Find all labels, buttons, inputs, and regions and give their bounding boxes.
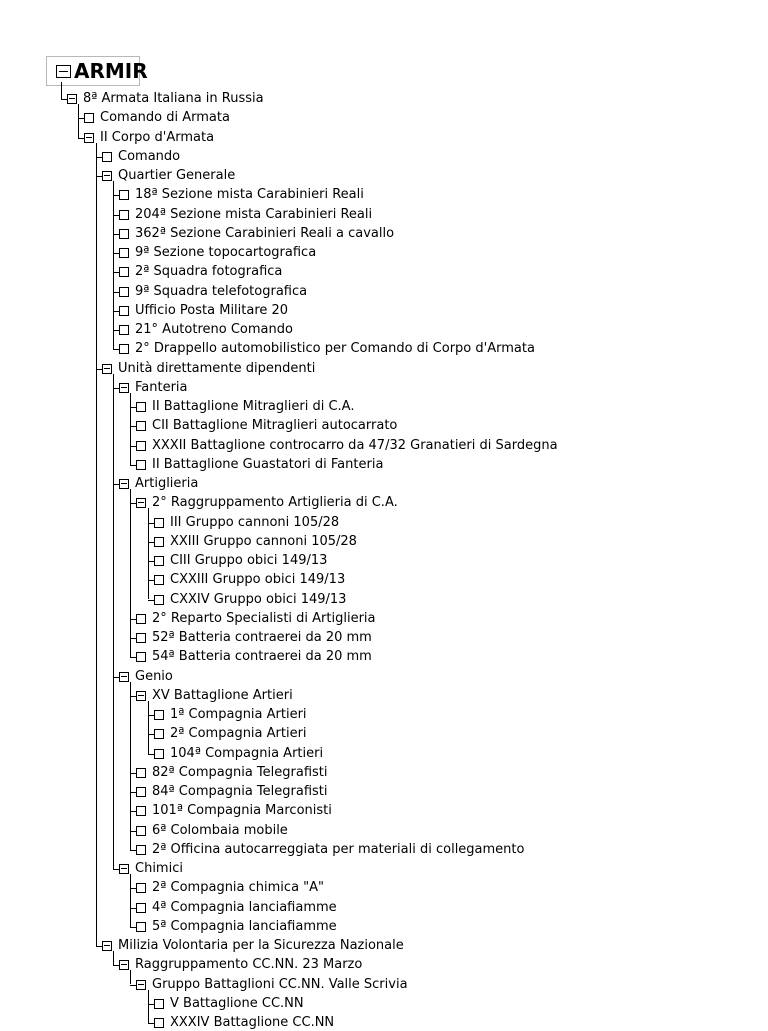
tree-connector-vertical bbox=[113, 374, 114, 870]
tree-node-label[interactable]: II Corpo d'Armata bbox=[100, 130, 215, 145]
leaf-node-box bbox=[119, 267, 129, 277]
tree-node-label[interactable]: 104ª Compagnia Artieri bbox=[170, 746, 324, 761]
tree-node-label[interactable]: 52ª Batteria contraerei da 20 mm bbox=[152, 630, 372, 645]
tree-connector-vertical bbox=[130, 874, 131, 927]
tree-node-label[interactable]: XXIII Gruppo cannoni 105/28 bbox=[170, 534, 357, 549]
tree-connector-vertical bbox=[78, 104, 79, 138]
collapse-toggle[interactable] bbox=[102, 171, 112, 181]
tree-node-label[interactable]: Raggruppamento CC.NN. 23 Marzo bbox=[135, 957, 363, 972]
leaf-node-box bbox=[136, 826, 146, 836]
tree-node-label[interactable]: Artiglieria bbox=[135, 476, 199, 491]
leaf-node-box bbox=[136, 903, 146, 913]
collapse-toggle[interactable] bbox=[119, 864, 129, 874]
leaf-node-box bbox=[119, 190, 129, 200]
tree-node-label[interactable]: 2° Drappello automobilistico per Comando di Corpo d'Armata bbox=[135, 341, 535, 356]
tree-node-label[interactable]: 2ª Squadra fotografica bbox=[135, 264, 283, 279]
leaf-node-box bbox=[84, 113, 94, 123]
tree-node-label[interactable]: 1ª Compagnia Artieri bbox=[170, 707, 307, 722]
collapse-toggle[interactable] bbox=[67, 94, 77, 104]
tree-node-label[interactable]: Comando di Armata bbox=[100, 110, 230, 125]
tree-node-label[interactable]: 5ª Compagnia lanciafiamme bbox=[152, 919, 337, 934]
collapse-toggle[interactable] bbox=[136, 980, 146, 990]
collapse-toggle[interactable] bbox=[119, 672, 129, 682]
leaf-node-box bbox=[136, 922, 146, 932]
tree-node-label[interactable]: 204ª Sezione mista Carabinieri Reali bbox=[135, 207, 373, 222]
leaf-node-box bbox=[119, 210, 129, 220]
leaf-node-box bbox=[119, 287, 129, 297]
tree-node-label[interactable]: 2ª Compagnia Artieri bbox=[170, 726, 307, 741]
leaf-node-box bbox=[154, 729, 164, 739]
tree-node-label[interactable]: Genio bbox=[135, 669, 173, 684]
tree-node-label[interactable]: 4ª Compagnia lanciafiamme bbox=[152, 900, 337, 915]
collapse-toggle[interactable] bbox=[102, 941, 112, 951]
leaf-node-box bbox=[154, 1018, 164, 1028]
tree-node-label[interactable]: 9ª Squadra telefotografica bbox=[135, 284, 308, 299]
tree-node-label[interactable]: Unità direttamente dipendenti bbox=[118, 361, 316, 376]
tree-node-label[interactable]: Milizia Volontaria per la Sicurezza Nazionale bbox=[118, 938, 404, 953]
leaf-node-box bbox=[102, 152, 112, 162]
tree-node-label[interactable]: 2ª Officina autocarreggiata per materiali di collegamento bbox=[152, 842, 525, 857]
collapse-toggle[interactable] bbox=[84, 133, 94, 143]
tree-node-label[interactable]: Gruppo Battaglioni CC.NN. Valle Scrivia bbox=[152, 977, 408, 992]
tree-node-label[interactable]: 18ª Sezione mista Carabinieri Reali bbox=[135, 187, 364, 202]
tree-node-label[interactable]: 2° Reparto Specialisti di Artiglieria bbox=[152, 611, 376, 626]
leaf-node-box bbox=[136, 787, 146, 797]
collapse-toggle[interactable] bbox=[119, 960, 129, 970]
leaf-node-box bbox=[119, 344, 129, 354]
tree-node-label[interactable]: 2° Raggruppamento Artiglieria di C.A. bbox=[152, 495, 398, 510]
tree-node-label[interactable]: 101ª Compagnia Marconisti bbox=[152, 803, 332, 818]
tree-connector-vertical bbox=[61, 82, 62, 99]
tree-node-label[interactable]: Fanteria bbox=[135, 380, 188, 395]
leaf-node-box bbox=[119, 248, 129, 258]
tree-connector-vertical bbox=[96, 143, 97, 947]
collapse-toggle[interactable] bbox=[136, 498, 146, 508]
tree-node-label[interactable]: CXXIII Gruppo obici 149/13 bbox=[170, 572, 346, 587]
leaf-node-box bbox=[154, 518, 164, 528]
tree-connector-vertical bbox=[113, 951, 114, 965]
collapse-toggle[interactable] bbox=[119, 383, 129, 393]
leaf-node-box bbox=[119, 325, 129, 335]
leaf-node-box bbox=[136, 768, 146, 778]
leaf-node-box bbox=[136, 421, 146, 431]
tree-node-label[interactable]: Comando bbox=[118, 149, 181, 164]
tree-node-label[interactable]: Chimici bbox=[135, 861, 183, 876]
tree-node-label[interactable]: 9ª Sezione topocartografica bbox=[135, 245, 317, 260]
tree-node-label[interactable]: V Battaglione CC.NN bbox=[170, 996, 304, 1011]
tree-node-label[interactable]: XXXII Battaglione controcarro da 47/32 Granatieri di Sardegna bbox=[152, 438, 558, 453]
leaf-node-box bbox=[136, 441, 146, 451]
collapse-toggle[interactable] bbox=[119, 479, 129, 489]
tree-node-label[interactable]: 2ª Compagnia chimica "A" bbox=[152, 880, 325, 895]
root-node-label: ARMIR bbox=[74, 59, 148, 83]
tree-node-label[interactable]: II Battaglione Guastatori di Fanteria bbox=[152, 457, 384, 472]
leaf-node-box bbox=[136, 883, 146, 893]
tree-node-label[interactable]: XV Battaglione Artieri bbox=[152, 688, 293, 703]
leaf-node-box bbox=[136, 402, 146, 412]
leaf-node-box bbox=[136, 652, 146, 662]
leaf-node-box bbox=[154, 999, 164, 1009]
root-collapse-toggle[interactable] bbox=[56, 65, 71, 78]
tree-node-label[interactable]: 54ª Batteria contraerei da 20 mm bbox=[152, 649, 372, 664]
tree-connector-vertical bbox=[130, 682, 131, 850]
leaf-node-box bbox=[119, 229, 129, 239]
leaf-node-box bbox=[136, 460, 146, 470]
collapse-toggle[interactable] bbox=[136, 691, 146, 701]
tree-node-label[interactable]: Quartier Generale bbox=[118, 168, 236, 183]
leaf-node-box bbox=[136, 806, 146, 816]
leaf-node-box bbox=[154, 595, 164, 605]
tree-node-label[interactable]: 362ª Sezione Carabinieri Reali a cavallo bbox=[135, 226, 395, 241]
tree-connector-vertical bbox=[148, 508, 149, 599]
leaf-node-box bbox=[154, 749, 164, 759]
tree-node-label[interactable]: 84ª Compagnia Telegrafisti bbox=[152, 784, 328, 799]
tree-connector-vertical bbox=[130, 489, 131, 657]
tree-node-label[interactable]: CIII Gruppo obici 149/13 bbox=[170, 553, 328, 568]
tree-node-label[interactable]: 21° Autotreno Comando bbox=[135, 322, 293, 337]
tree-node-label[interactable]: III Gruppo cannoni 105/28 bbox=[170, 515, 340, 530]
tree-connector-vertical bbox=[148, 701, 149, 754]
tree-connector-vertical bbox=[130, 393, 131, 465]
leaf-node-box bbox=[154, 556, 164, 566]
tree-node-label[interactable]: II Battaglione Mitraglieri di C.A. bbox=[152, 399, 355, 414]
leaf-node-box bbox=[154, 710, 164, 720]
tree-node-label[interactable]: XXXIV Battaglione CC.NN bbox=[170, 1015, 335, 1030]
collapse-toggle[interactable] bbox=[102, 364, 112, 374]
tree-node-label[interactable]: 82ª Compagnia Telegrafisti bbox=[152, 765, 328, 780]
tree-node-label[interactable]: 6ª Colombaia mobile bbox=[152, 823, 288, 838]
leaf-node-box bbox=[136, 614, 146, 624]
leaf-node-box bbox=[154, 575, 164, 585]
tree-node-label[interactable]: CII Battaglione Mitraglieri autocarrato bbox=[152, 418, 398, 433]
tree-node-label[interactable]: CXXIV Gruppo obici 149/13 bbox=[170, 592, 347, 607]
tree-node-label[interactable]: Ufficio Posta Militare 20 bbox=[135, 303, 289, 318]
tree-node-label[interactable]: 8ª Armata Italiana in Russia bbox=[83, 91, 264, 106]
leaf-node-box bbox=[154, 537, 164, 547]
tree-connector-vertical bbox=[148, 990, 149, 1024]
leaf-node-box bbox=[136, 633, 146, 643]
leaf-node-box bbox=[119, 306, 129, 316]
tree-connector-vertical bbox=[113, 181, 114, 349]
tree-connector-vertical bbox=[130, 970, 131, 984]
leaf-node-box bbox=[136, 845, 146, 855]
